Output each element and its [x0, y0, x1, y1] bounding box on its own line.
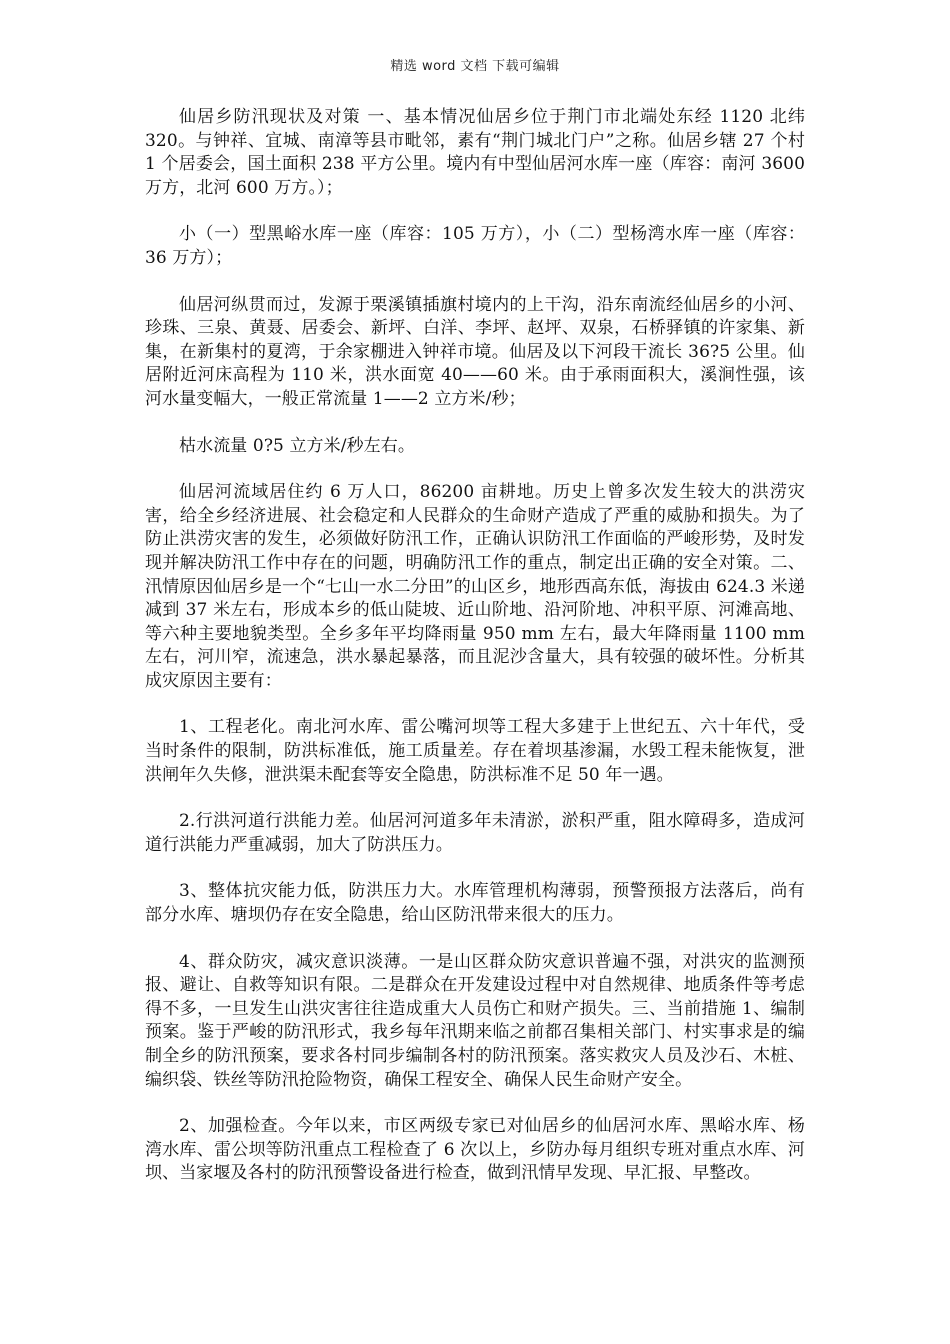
paragraph-river: 仙居河纵贯而过，发源于栗溪镇插旗村境内的上干沟，沿东南流经仙居乡的小河、珍珠、三泉、黄聂、居委会、新坪、白洋、李坪、赵坪、双泉，石桥驿镇的许家集、新集，在新集村的夏湾，于余家棚进入钟祥市境。仙居及以下河段干流长 36?5 公里。仙居附近河床高程为 110 米，洪水面宽 40——60 米。由于承雨面积大，溪涧性强，该河水量变幅大，一般正常流量 1——2 立方米/秒；: [145, 294, 805, 409]
paragraph-flood-causes: 仙居河流域居住约 6 万人口，86200 亩耕地。历史上曾多次发生较大的洪涝灾害，给全乡经济进展、社会稳定和人民群众的生命财产造成了严重的威胁和损失。为了防止洪涝灾害的发生，必须做好防汛工作，正确认识防汛工作面临的严峻形势，及时发现并解决防汛工作中存在的问题，明确防汛工作的重点，制定出正确的安全对策。二、汛情原因仙居乡是一个“七山一水二分田”的山区乡，地形西高东低，海拔由 624.3 米递减到 37 米左右，形成本乡的低山陡坡、近山阶地、沿河阶地、冲积平原、河滩高地、等六种主要地貌类型。全乡多年平均降雨量 950 mm 左右，最大年降雨量 1100 mm 左右，河川窄，流速急，洪水暴起暴落，而且泥沙含量大，具有较强的破坏性。分析其成灾原因主要有：: [145, 482, 805, 691]
paragraph-measure-2: 2、加强检查。今年以来，市区两级专家已对仙居乡的仙居河水库、黑峪水库、杨湾水库、雷公坝等防汛重点工程检查了 6 次以上，乡防办每月组织专班对重点水库、河坝、当家堰及各村的防汛预警设备进行检查，做到汛情早发现、早汇报、早整改。: [145, 1116, 805, 1184]
paragraph-reservoirs: 小（一）型黑峪水库一座（库容：105 万方），小（二）型杨湾水库一座（库容：36 万方）；: [145, 224, 805, 268]
document-body: [145, 106, 805, 1209]
paragraph-cause-1: 1、工程老化。南北河水库、雷公嘴河坝等工程大多建于上世纪五、六十年代，受当时条件的限制，防洪标准低，施工质量差。存在着坝基渗漏，水毁工程未能恢复，泄洪闸年久失修，泄洪渠未配套等安全隐患，防洪标准不足 50 年一遇。: [145, 717, 805, 785]
paragraph-intro: 仙居乡防汛现状及对策 一、基本情况仙居乡位于荆门市北端处东经 1120 北纬 320。与钟祥、宜城、南漳等县市毗邻，素有“荆门城北门户”之称。仙居乡辖 27 个村 1 个居委会，国土面积 238 平方公里。境内有中型仙居河水库一座（库容：南河 3600 万方，北河 600 万方。）；: [145, 107, 805, 198]
paragraph-low-flow: 枯水流量 0?5 立方米/秒左右。: [179, 435, 415, 456]
paragraph-cause-3: 3、整体抗灾能力低，防洪压力大。水库管理机构薄弱，预警预报方法落后，尚有部分水库、塘坝仍存在安全隐患，给山区防汛带来很大的压力。: [145, 881, 805, 926]
paragraph-cause-2: 2.行洪河道行洪能力差。仙居河河道多年未清淤，淤积严重，阻水障碍多，造成河道行洪能力严重减弱，加大了防洪压力。: [145, 811, 805, 855]
page-header: 精选 word 文档 下载可编辑: [390, 59, 560, 74]
paragraph-cause-4: 4、群众防灾，减灾意识淡薄。一是山区群众防灾意识普遍不强，对洪灾的监测预报、避让、自救等知识有限。二是群众在开发建设过程中对自然规律、地质条件等考虑得不多，一旦发生山洪灾害往往造成重大人员伤亡和财产损失。三、当前措施 1、编制预案。鉴于严峻的防汛形式，我乡每年汛期来临之前都召集相关部门、村实事求是的编制全乡的防汛预案，要求各村同步编制各村的防汛预案。落实救灾人员及沙石、木桩、编织袋、铁丝等防汛抢险物资，确保工程安全、确保人民生命财产安全。: [145, 951, 805, 1090]
